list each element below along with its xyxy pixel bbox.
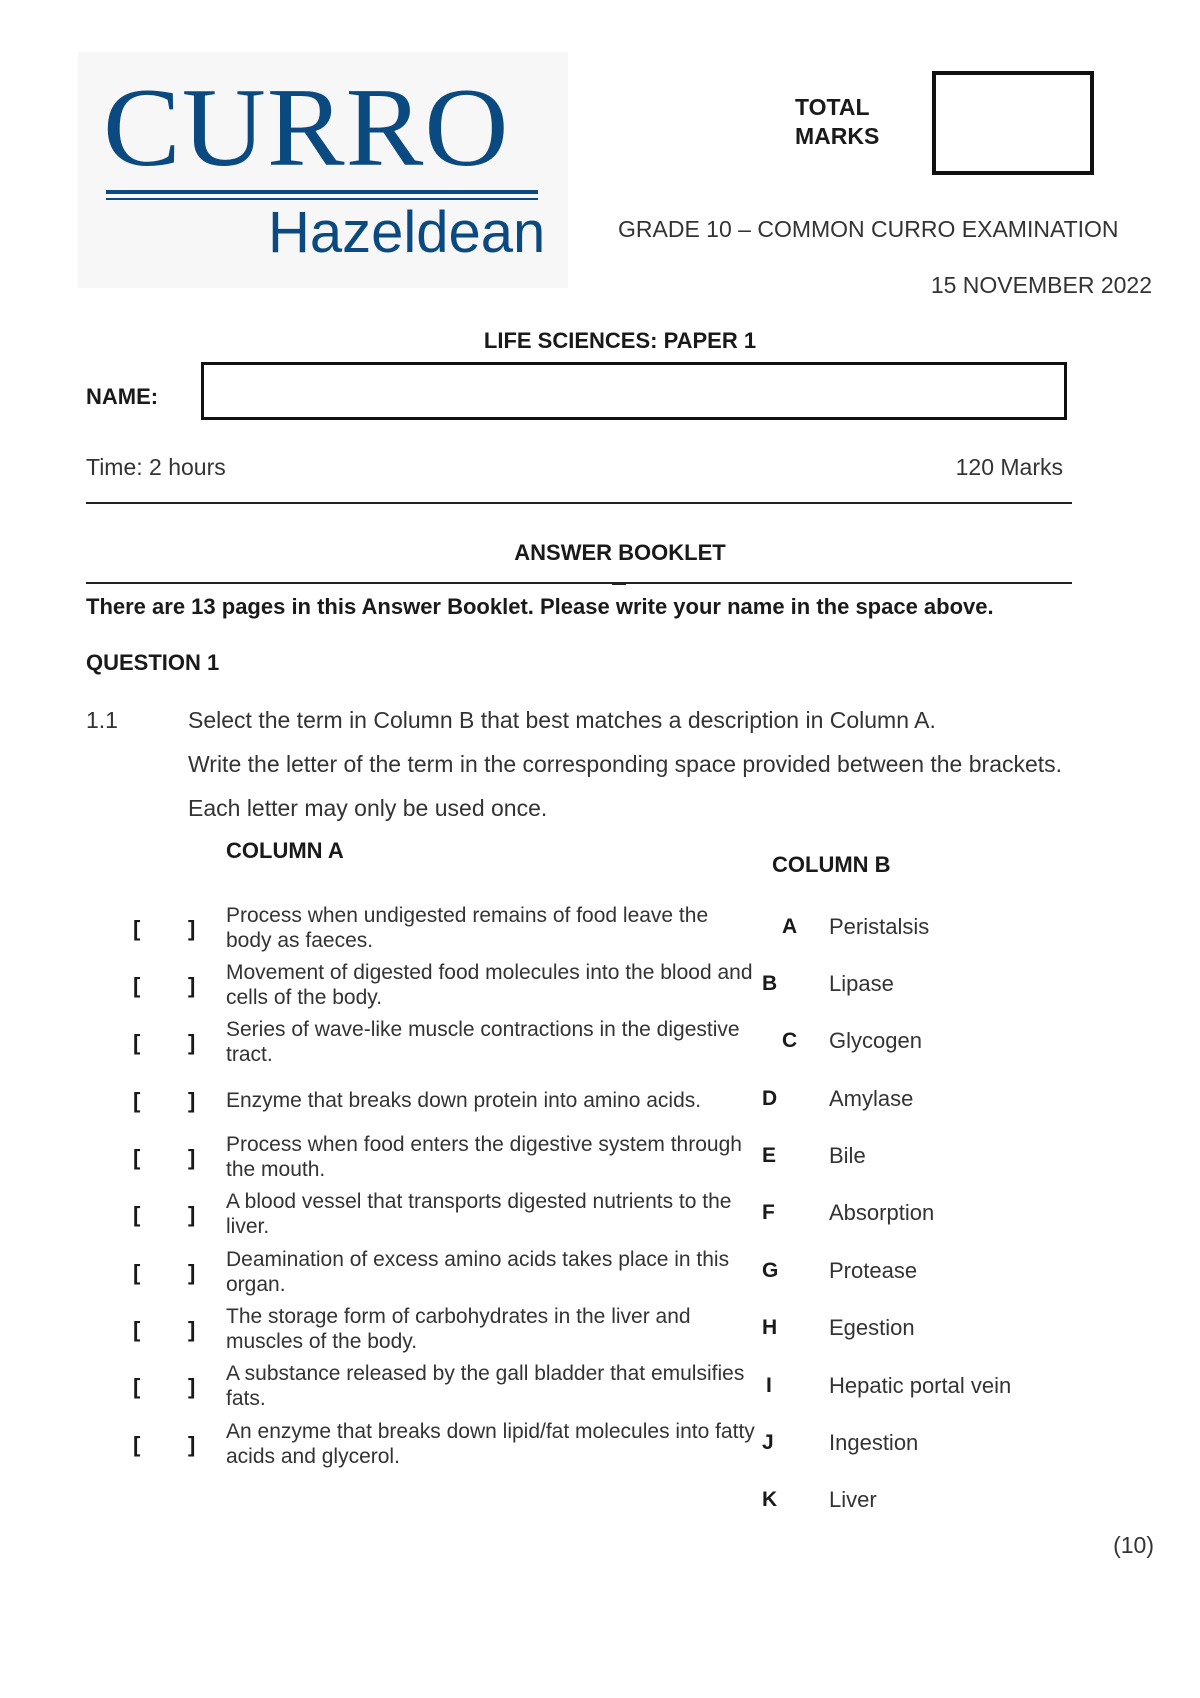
exam-title: GRADE 10 – COMMON CURRO EXAMINATION bbox=[618, 216, 1119, 242]
column-b-term: Absorption bbox=[829, 1200, 935, 1225]
column-b-letter: J bbox=[762, 1431, 774, 1454]
subject-title: LIFE SCIENCES: PAPER 1 bbox=[483, 328, 757, 353]
column-a-item: A substance released by the gall bladder that emulsifies fats. bbox=[226, 1362, 745, 1410]
answer-bracket-open: [ bbox=[133, 1432, 141, 1457]
total-marks-label-line2: MARKS bbox=[795, 123, 880, 149]
column-b-letter: C bbox=[782, 1029, 798, 1052]
column-a-item: An enzyme that breaks down lipid/fat molecules into fatty acids and glycerol. bbox=[226, 1420, 755, 1468]
answer-bracket-open: [ bbox=[133, 1088, 141, 1113]
column-a-item: Process when food enters the digestive system through the mouth. bbox=[226, 1133, 742, 1181]
answer-bracket-open: [ bbox=[133, 1260, 141, 1285]
column-b-term: Ingestion bbox=[829, 1430, 919, 1455]
answer-bracket-open: [ bbox=[133, 916, 141, 941]
total-marks-value: 120 Marks bbox=[955, 454, 1063, 480]
column-b-term: Bile bbox=[829, 1143, 866, 1168]
column-a-item: The storage form of carbohydrates in the liver and muscles of the body. bbox=[226, 1305, 691, 1353]
instruction-line: Select the term in Column B that best matches a description in Column A. bbox=[188, 707, 936, 733]
answer-bracket-close: ] bbox=[188, 973, 196, 998]
column-a-heading: COLUMN A bbox=[226, 838, 344, 863]
time-allowed: Time: 2 hours bbox=[86, 454, 226, 480]
divider-mark bbox=[612, 583, 626, 585]
column-b-letter: K bbox=[762, 1488, 778, 1511]
column-b-heading: COLUMN B bbox=[772, 852, 891, 877]
column-b-term: Egestion bbox=[829, 1315, 915, 1340]
divider bbox=[86, 502, 1072, 504]
column-a-item: Movement of digested food molecules into the blood and cells of the body. bbox=[226, 961, 753, 1009]
booklet-notice: There are 13 pages in this Answer Booklet. Please write your name in the space above. bbox=[86, 594, 994, 619]
column-b-term: Liver bbox=[829, 1487, 877, 1512]
total-marks-label bbox=[795, 93, 879, 151]
answer-bracket-open: [ bbox=[133, 1317, 141, 1342]
answer-bracket-close: ] bbox=[188, 916, 196, 941]
column-a-item: Enzyme that breaks down protein into amino acids. bbox=[226, 1089, 702, 1112]
question-score: (10) bbox=[1113, 1532, 1154, 1558]
answer-bracket-close: ] bbox=[188, 1432, 196, 1457]
column-b-letter: I bbox=[766, 1374, 772, 1397]
column-b-term: Amylase bbox=[829, 1086, 914, 1111]
column-b-letter: D bbox=[762, 1087, 778, 1110]
column-b-term: Peristalsis bbox=[829, 914, 930, 939]
total-marks-box[interactable] bbox=[932, 71, 1094, 175]
answer-bracket-close: ] bbox=[188, 1202, 196, 1227]
column-b-letter: G bbox=[762, 1259, 779, 1282]
exam-date: 15 NOVEMBER 2022 bbox=[930, 272, 1152, 298]
logo-rule bbox=[106, 190, 538, 194]
school-logo bbox=[78, 52, 568, 288]
answer-bracket-close: ] bbox=[188, 1260, 196, 1285]
instruction-line: Write the letter of the term in the corresponding space provided between the brackets. bbox=[188, 751, 1063, 777]
column-b-letter: E bbox=[762, 1144, 777, 1167]
column-a-item: Deamination of excess amino acids takes place in this organ. bbox=[226, 1248, 730, 1296]
answer-bracket-open: [ bbox=[133, 1374, 141, 1399]
logo-campus-text: Hazeldean bbox=[268, 200, 546, 265]
column-b-term: Lipase bbox=[829, 971, 894, 996]
answer-bracket-close: ] bbox=[188, 1317, 196, 1342]
answer-bracket-close: ] bbox=[188, 1030, 196, 1055]
divider bbox=[86, 582, 1072, 584]
name-field[interactable] bbox=[201, 362, 1067, 420]
instruction-line: Each letter may only be used once. bbox=[188, 795, 548, 821]
answer-bracket-open: [ bbox=[133, 1202, 141, 1227]
total-marks-label-line1: TOTAL bbox=[795, 94, 870, 120]
column-a-item: Series of wave-like muscle contractions in the digestive tract. bbox=[226, 1018, 740, 1066]
answer-bracket-open: [ bbox=[133, 1145, 141, 1170]
column-b-letter: H bbox=[762, 1316, 778, 1339]
column-a-item: A blood vessel that transports digested nutrients to the liver. bbox=[226, 1190, 732, 1238]
answer-bracket-close: ] bbox=[188, 1374, 196, 1399]
column-b-term: Protease bbox=[829, 1258, 918, 1283]
logo-brand-text: CURRO bbox=[103, 66, 510, 190]
name-label: NAME: bbox=[86, 384, 159, 409]
column-b-letter: B bbox=[762, 972, 778, 995]
question-title: QUESTION 1 bbox=[86, 650, 220, 675]
column-b-term: Glycogen bbox=[829, 1028, 922, 1053]
column-b-letter: A bbox=[782, 915, 798, 938]
answer-bracket-close: ] bbox=[188, 1145, 196, 1170]
booklet-title: ANSWER BOOKLET bbox=[514, 540, 726, 565]
column-b-letter: F bbox=[762, 1201, 775, 1224]
column-a-item: Process when undigested remains of food leave the body as faeces. bbox=[226, 904, 709, 952]
answer-bracket-open: [ bbox=[133, 973, 141, 998]
answer-bracket-close: ] bbox=[188, 1088, 196, 1113]
question-number: 1.1 bbox=[86, 707, 118, 733]
column-b-term: Hepatic portal vein bbox=[829, 1373, 1012, 1398]
answer-bracket-open: [ bbox=[133, 1030, 141, 1055]
